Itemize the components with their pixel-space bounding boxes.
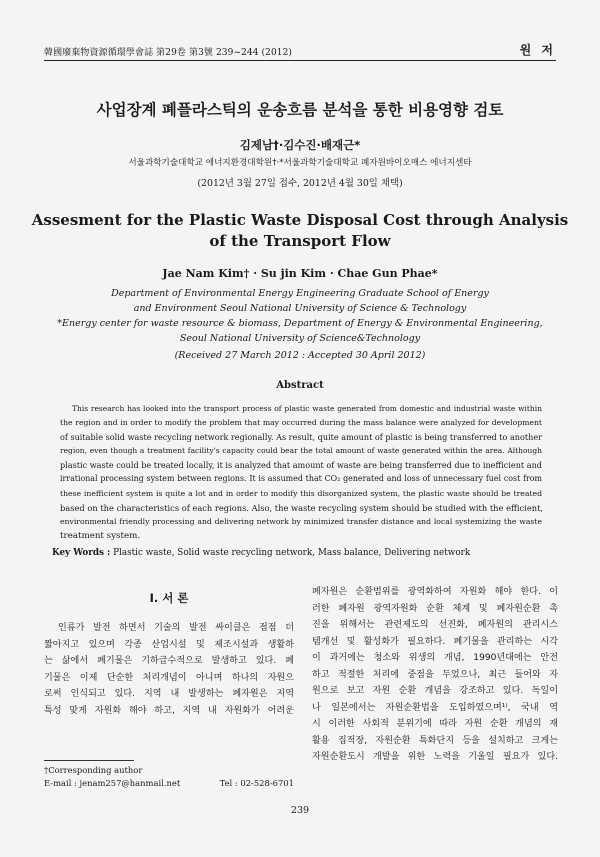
body-column-right — [312, 584, 558, 766]
keywords-label: Key Words : — [52, 548, 111, 558]
keywords — [52, 548, 470, 558]
corresponding-author-note: †Corresponding author — [44, 765, 143, 775]
abstract-heading: Abstract — [276, 380, 324, 391]
korean-dates: (2012년 3월 27일 접수, 2012년 4월 30일 채택) — [197, 178, 403, 189]
running-header — [44, 38, 556, 58]
abstract-line: of suitable solid waste recycling network regionally. As result, quite amount of plastic is being transferred to another — [60, 432, 542, 443]
footnote-rule — [44, 760, 134, 761]
body-line: 활용 집적장, 자원순환 특화단지 등을 설치하고 크게는 — [312, 735, 558, 746]
page-number: 239 — [290, 805, 310, 816]
english-dates: (Received 27 March 2012 : Accepted 30 April 2012) — [174, 350, 426, 361]
body-line: 진을 위해서는 관련제도의 선진화, 폐자원의 관리시스 — [312, 620, 558, 630]
body-text-left — [44, 620, 294, 719]
abstract-body — [60, 402, 542, 543]
english-authors: Jae Nam Kim† · Su jin Kim · Chae Gun Phae* — [162, 267, 438, 280]
abstract-line: the region and in order to modify the problem that may occurred during the mass balance were analyzed for development — [60, 418, 542, 428]
korean-authors: 김제남†·김수진·배재근* — [239, 138, 361, 152]
body-line: 인류가 발전 하면서 기술의 발전 싸이클은 점점 더 — [58, 623, 294, 633]
korean-title: 사업장계 폐플라스틱의 운송흐름 분석을 통한 비용영향 검토 — [96, 101, 504, 119]
abstract-line: environmental friendly processing and delivering network by minimized transfer distance and local systemizing the waste — [60, 516, 542, 526]
body-line: 원으로 보고 자원 순환 개념을 강조하고 있다. 독일이 — [312, 686, 558, 696]
affiliation-line: Seoul National University of Science&Technology — [179, 333, 421, 344]
body-line: 이 과거에는 청소와 위생의 개념, 1990년대에는 안전 — [312, 653, 558, 663]
abstract-line: This research has looked into the transport process of plastic waste generated from domestic and industrial waste within — [72, 404, 542, 413]
section-heading: I. 서 론 — [149, 591, 189, 605]
author-phone: Tel : 02-528-6701 — [219, 778, 294, 788]
keywords-text: Plastic waste, Solid waste recycling network, Mass balance, Delivering network — [113, 548, 471, 558]
english-title-line: of the Transport Flow — [209, 232, 391, 250]
english-title — [0, 210, 600, 252]
article-type-label: 원 저 — [519, 43, 556, 57]
body-line: 기물은 이제 단순한 처리개념이 아니며 하나의 자원으 — [44, 672, 294, 683]
header-rule — [44, 60, 556, 61]
abstract-line: irrational processing system between regions. It is assumed that CO₂ generated and loss of unnecessary fuel cost from — [60, 474, 542, 484]
body-line: 짧아지고 있으며 각종 산업시설 및 제조시설과 생활하 — [44, 639, 294, 650]
author-email: E-mail : jenam257@hanmail.net — [44, 778, 181, 788]
body-line: 자원순환도시 개발을 위한 노력을 기울일 필요가 있다. — [312, 752, 558, 762]
body-line: 특성 맞게 자원화 해야 하고, 지역 내 자원화가 어려운 — [44, 705, 294, 716]
english-title-line: Assesment for the Plastic Waste Disposal Cost through Analysis — [31, 211, 569, 229]
korean-affiliation: 서울과학기술대학교 에너지환경대학원†·*서울과학기술대학교 폐자원바이오매스 에너지센타 — [128, 158, 472, 168]
abstract-line: these inefficient system is quite a lot and in order to modify this disorganized system, the plastic waste should be treated — [60, 488, 542, 498]
abstract-line: treatment system. — [60, 530, 141, 541]
body-line: 로써 인식되고 있다. 지역 내 발생하는 폐자원은 지역 — [44, 689, 294, 699]
affiliation-line: *Energy center for waste resource & biomass, Department of Energy & Environmental Engineering, — [57, 318, 543, 329]
affiliation-line: and Environment Seoul National University of Science & Technology — [133, 303, 467, 314]
footnote — [44, 764, 294, 790]
body-text-right — [312, 584, 558, 766]
abstract-line: region, even though a treatment facility's capacity could bear the total amount of waste generated within the area. Although — [60, 446, 542, 456]
abstract-line: plastic waste could be treated locally, it is analyzed that amount of waste are being transferred due to inefficient and — [60, 460, 542, 471]
body-line: 나 일본에서는 자원순환법을 도입하였으며¹⁾, 국내 역 — [312, 702, 558, 713]
affiliation-line: Department of Environmental Energy Engineering Graduate School of Energy — [111, 288, 489, 299]
body-line: 시 이러한 사회적 분위기에 따라 자원 순환 개념의 재 — [312, 719, 558, 729]
journal-citation: 韓國廢棄物資源循環學會誌 第29卷 第3號 239~244 (2012) — [44, 48, 293, 58]
english-affiliation — [0, 286, 600, 346]
body-column-left — [44, 590, 294, 719]
body-line: 폐자원은 순환범위를 광역화하여 자원화 해야 한다. 이 — [312, 587, 558, 597]
body-line: 템개선 및 활성화가 필요하다. 폐기물을 관리하는 시각 — [312, 636, 558, 647]
body-line: 러한 폐자원 광역자원화 순환 체계 및 폐자원순환 촉 — [312, 603, 558, 614]
abstract-line: based on the characteristics of each regions. Also, the waste recycling system should be studied with the efficient, — [60, 502, 544, 513]
body-line: 하고 적절한 처리에 중점을 두었으나, 최근 들어와 자 — [312, 669, 558, 680]
body-line: 는 삶에서 폐기물은 기하급수적으로 발생하고 있다. 폐 — [44, 656, 294, 666]
